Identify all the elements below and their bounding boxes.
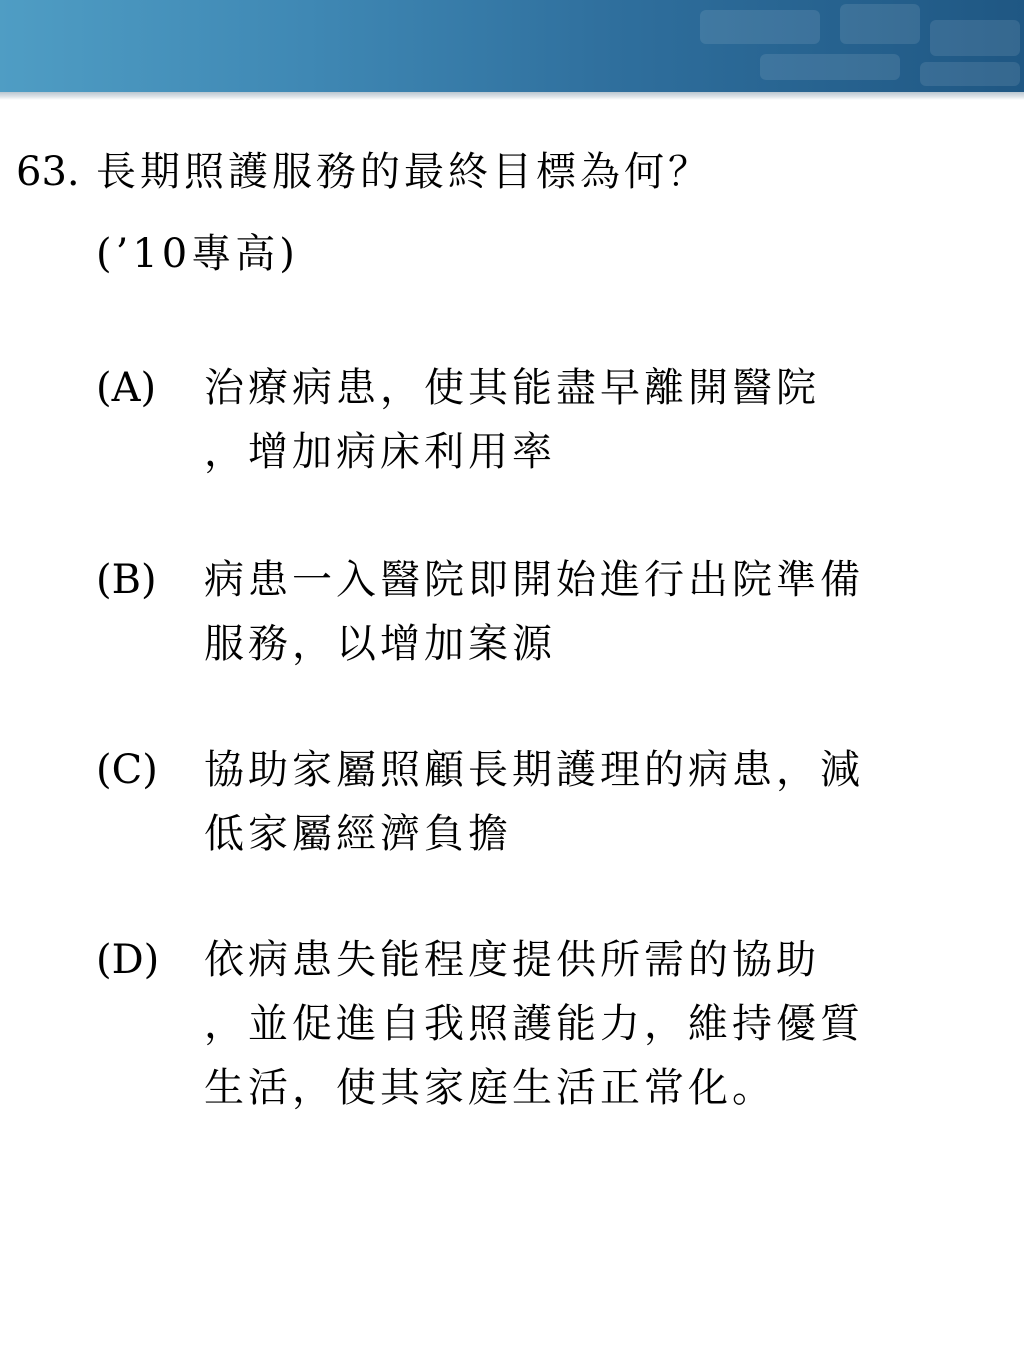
question-text: 長期照護服務的最終目標為何？ xyxy=(96,149,712,195)
option-b-text-line-1: 病患一入醫院即開始進行出院準備 xyxy=(204,557,864,603)
option-b-text-line-2: 服務，以增加案源 xyxy=(204,621,556,667)
option-c-label: (C) xyxy=(96,747,158,793)
option-a-text-line-1: 治療病患，使其能盡早離開醫院 xyxy=(204,365,820,411)
option-c-text-line-1: 協助家屬照顧長期護理的病患，減 xyxy=(204,747,864,793)
question-number: 63. xyxy=(16,149,80,195)
question-source: (’10專高) xyxy=(96,231,299,277)
option-b-label: (B) xyxy=(96,557,157,603)
option-d-label: (D) xyxy=(96,937,160,983)
option-d-text-line-1: 依病患失能程度提供所需的協助 xyxy=(204,937,820,983)
option-d-text-line-2: ，並促進自我照護能力，維持優質 xyxy=(204,1001,864,1047)
option-a-label: (A) xyxy=(96,365,157,411)
option-d-text-line-3: 生活，使其家庭生活正常化。 xyxy=(204,1065,776,1111)
option-c-text-line-2: 低家屬經濟負擔 xyxy=(204,811,512,857)
option-a-text-line-2: ，增加病床利用率 xyxy=(204,429,556,475)
